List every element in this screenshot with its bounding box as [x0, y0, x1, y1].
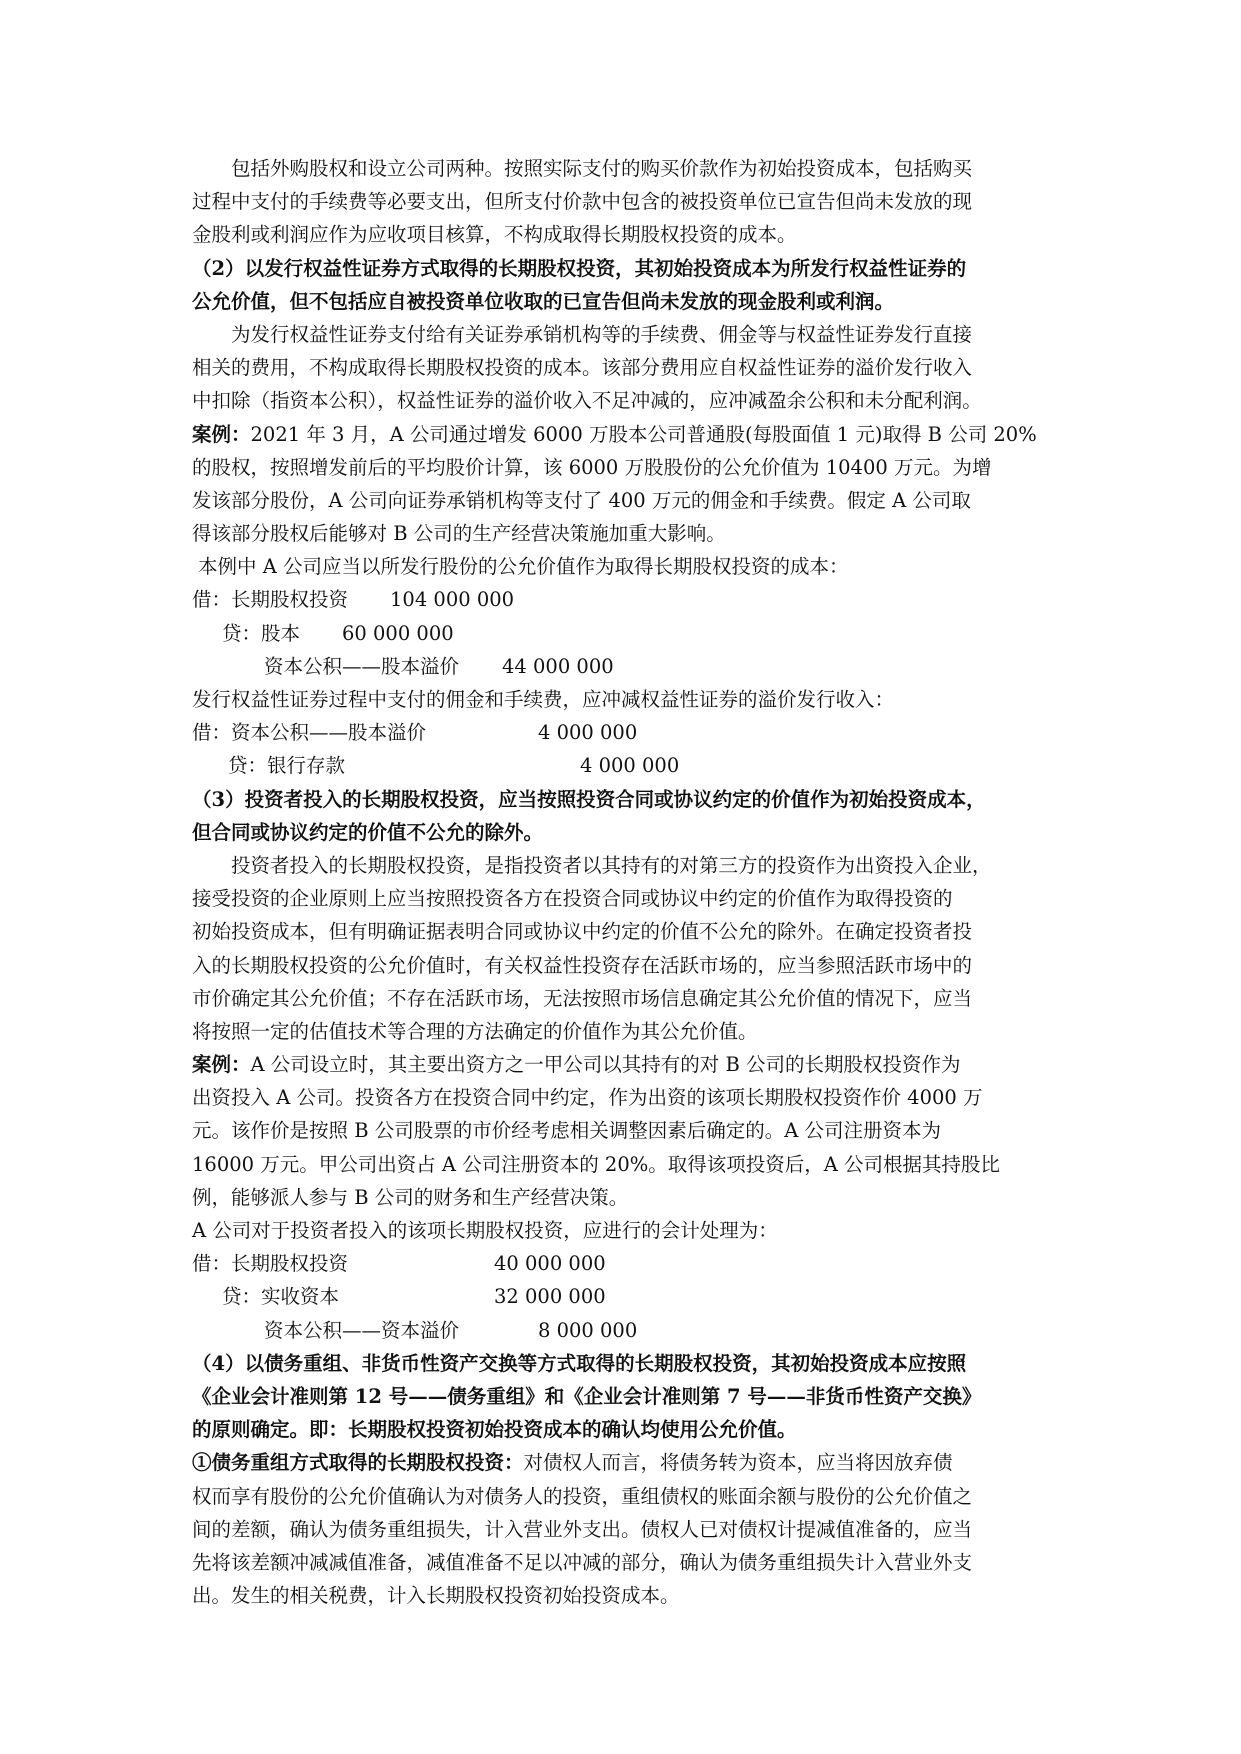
heading-line: 公允价值，但不包括应自被投资单位收取的已宣告但尚未发放的现金股利或利润。	[192, 289, 895, 313]
heading-line: （4）以债务重组、非货币性资产交换等方式取得的长期股权投资，其初始投资成本应按照	[192, 1351, 967, 1375]
text-line: 金股利或利润应作为应收项目核算，不构成取得长期股权投资的成本。	[192, 223, 797, 247]
text-line: 包括外购股权和设立公司两种。按照实际支付的购买价款作为初始投资成本，包括购买	[231, 157, 973, 180]
heading-line: （2）以发行权益性证券方式取得的长期股权投资，其初始投资成本为所发行权益性证券的	[192, 256, 967, 280]
entry-debit-row	[192, 583, 1062, 616]
heading-3	[192, 783, 1062, 849]
entry-label: 贷：银行存款	[228, 754, 346, 778]
text-line: 发该部分股份，A 公司向证券承销机构等支付了 400 万元的佣金和手续费。假定 A 公司取	[192, 488, 971, 512]
case-label: 案例：	[192, 1053, 251, 1077]
journal-entry-1	[192, 583, 1062, 683]
paragraph-intro	[192, 152, 1062, 252]
case-text: A 公司设立时，其主要出资方之一甲公司以其持有的对 B 公司的长期股权投资作为	[250, 1053, 961, 1077]
text-line: 相关的费用，不构成取得长期股权投资的成本。该部分费用应自权益性证券的溢价发行收入	[192, 356, 973, 380]
text-line: 例，能够派人参与 B 公司的财务和生产经营决策。	[192, 1185, 629, 1209]
text-line: 过程中支付的手续费等必要支出，但所支付价款中包含的被投资单位已宣告但尚未发放的现	[192, 190, 973, 214]
entry-amount: 60 000 000	[342, 621, 454, 645]
journal-entry-2	[192, 716, 1062, 782]
text-line: 中扣除（指资本公积），权益性证券的溢价收入不足冲减的，应冲减盈余公积和未分配利润。	[192, 389, 982, 413]
text-line: 发行权益性证券过程中支付的佣金和手续费，应冲减权益性证券的溢价发行收入：	[192, 688, 895, 711]
case-2	[192, 1048, 1062, 1247]
text-line: 接受投资的企业原则上应当按照投资各方在投资合同或协议中约定的价值作为取得投资的	[192, 887, 953, 911]
entry-credit-row	[192, 1314, 1062, 1347]
text-line: 权而享有股份的公允价值确认为对债务人的投资，重组债权的账面余额与股份的公允价值之	[192, 1484, 973, 1508]
text-line: 元。该作价是按照 B 公司股票的市价经考虑相关调整因素后确定的。A 公司注册资本为	[192, 1119, 942, 1143]
entry-credit-row	[192, 617, 1062, 650]
document-page	[192, 152, 1062, 1612]
heading-line: 的原则确定。即：长期股权投资初始投资成本的确认均使用公允价值。	[192, 1418, 797, 1442]
text-line: 的股权，按照增发前后的平均股价计算，该 6000 万股股份的公允价值为 10400 万元。为增	[192, 455, 992, 479]
text-line: 本例中 A 公司应当以所发行股份的公允价值作为取得长期股权投资的成本：	[198, 555, 849, 579]
text-line: 得该部分股权后能够对 B 公司的生产经营决策施加重大影响。	[192, 522, 726, 546]
entry-amount: 44 000 000	[502, 654, 614, 678]
entry-amount: 32 000 000	[494, 1285, 606, 1309]
entry-label: 贷：实收资本	[222, 1285, 340, 1309]
text-line: 先将该差额冲减减值准备，减值准备不足以冲减的部分，确认为债务重组损失计入营业外支	[192, 1550, 973, 1574]
text-line: 出。发生的相关税费，计入长期股权投资初始投资成本。	[192, 1584, 680, 1608]
entry-credit-row	[192, 1280, 1062, 1313]
text-line	[192, 1446, 1062, 1479]
subsection-text: 对债权人而言，将债务转为资本，应当将因放弃债	[523, 1451, 953, 1475]
entry-label: 资本公积——资本溢价	[264, 1318, 460, 1342]
entry-amount: 4 000 000	[538, 721, 638, 745]
case-text: 2021 年 3 月，A 公司通过增发 6000 万股本公司普通股(每股面值 1 元)取得 B 公司 20%	[250, 422, 1037, 446]
paragraph-3	[192, 849, 1062, 1048]
text-line	[192, 1048, 1062, 1081]
subsection-label: ①债务重组方式取得的长期股权投资：	[192, 1451, 524, 1475]
paragraph-2	[192, 318, 1062, 418]
text-line: 将按照一定的估值技术等合理的方法确定的价值作为其公允价值。	[192, 1019, 758, 1043]
heading-line: 《企业会计准则第 12 号——债务重组》和《企业会计准则第 7 号——非货币性资产交换》	[192, 1384, 982, 1408]
entry-amount: 104 000 000	[390, 588, 515, 612]
case-label: 案例：	[192, 422, 251, 446]
case-1	[192, 418, 1062, 584]
text-line: 投资者投入的长期股权投资，是指投资者以其持有的对第三方的投资作为出资投入企业，	[231, 853, 992, 877]
text-line: 初始投资成本，但有明确证据表明合同或协议中约定的价值不公允的除外。在确定投资者投	[192, 920, 973, 944]
entry-amount: 8 000 000	[538, 1318, 638, 1342]
entry-label: 贷：股本	[222, 621, 301, 645]
entry-debit-row	[192, 1247, 1062, 1280]
entry-label: 借：长期股权投资	[192, 588, 349, 612]
text-line: 出资投入 A 公司。投资各方在投资合同中约定，作为出资的该项长期股权投资作价 4000 万	[192, 1086, 983, 1110]
text-line: 为发行权益性证券支付给有关证券承销机构等的手续费、佣金等与权益性证券发行直接	[231, 322, 973, 346]
heading-line: 但合同或协议约定的价值不公允的除外。	[192, 820, 544, 844]
text-line: A 公司对于投资者投入的该项长期股权投资，应进行的会计处理为：	[192, 1219, 778, 1242]
entry-label: 借：资本公积——股本溢价	[192, 721, 427, 745]
entry-debit-row	[192, 716, 1062, 749]
entry-label: 资本公积——股本溢价	[264, 654, 460, 678]
text-line: 16000 万元。甲公司出资占 A 公司注册资本的 20%。取得该项投资后，A 公司根据其持股比	[192, 1152, 1001, 1176]
entry-credit-row	[192, 650, 1062, 683]
heading-4	[192, 1347, 1062, 1447]
entry-label: 借：长期股权投资	[192, 1252, 349, 1276]
entry-amount: 40 000 000	[494, 1252, 606, 1276]
heading-2	[192, 252, 1062, 318]
entry-amount: 4 000 000	[580, 754, 680, 778]
journal-entry-3	[192, 1247, 1062, 1347]
text-line: 间的差额，确认为债务重组损失，计入营业外支出。债权人已对债权计提减值准备的，应当	[192, 1517, 973, 1541]
heading-line: （3）投资者投入的长期股权投资，应当按照投资合同或协议约定的价值作为初始投资成本，	[192, 787, 986, 811]
text-line: 入的长期股权投资的公允价值时，有关权益性投资存在活跃市场的，应当参照活跃市场中的	[192, 953, 973, 977]
paragraph-4	[192, 1446, 1062, 1612]
text-line	[192, 418, 1062, 451]
entry-credit-row	[192, 749, 1062, 782]
text-line: 市价确定其公允价值；不存在活跃市场，无法按照市场信息确定其公允价值的情况下，应当	[192, 986, 973, 1010]
